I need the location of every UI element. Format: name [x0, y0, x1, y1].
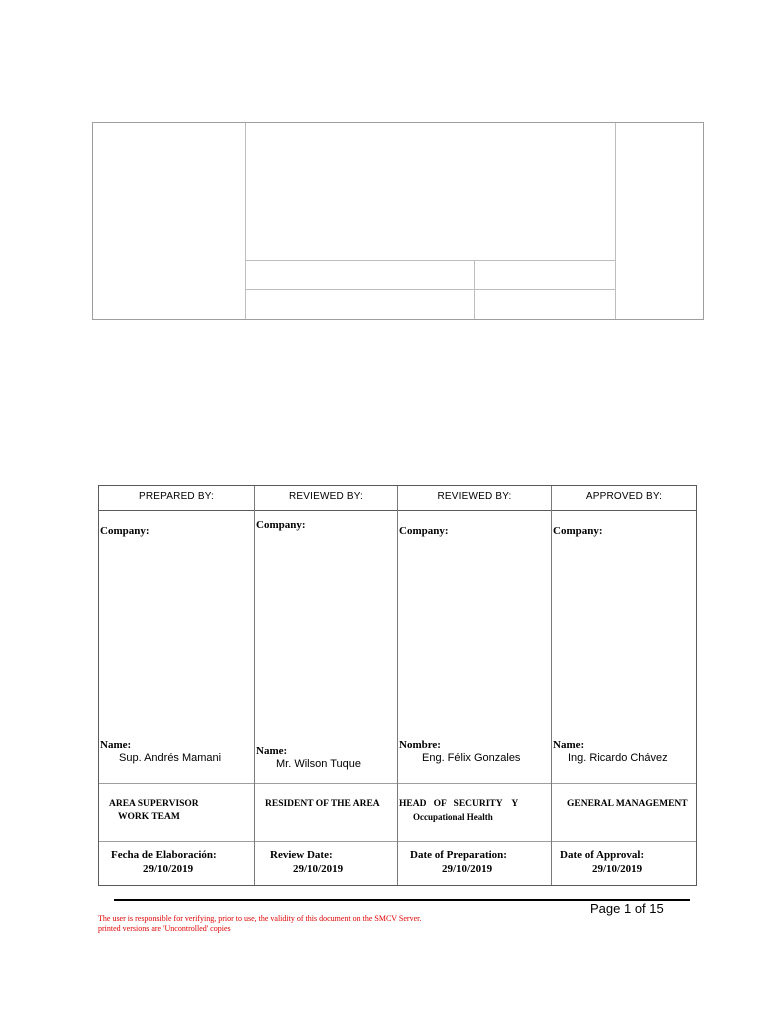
date-label: Review Date:	[270, 849, 333, 861]
reviewed-by-column	[254, 486, 397, 885]
header-info-cell	[246, 290, 475, 319]
reviewed-by-column	[397, 486, 551, 885]
document-header-table	[92, 122, 704, 320]
column-header: PREPARED BY:	[138, 491, 215, 502]
date-value: 29/10/2019	[442, 863, 493, 875]
column-header: REVIEWED BY:	[288, 491, 364, 502]
signer-name: Mr. Wilson Tuque	[276, 758, 361, 770]
role-line: AREA SUPERVISOR	[109, 799, 199, 809]
signer-role	[399, 798, 547, 824]
date-value: 29/10/2019	[143, 863, 194, 875]
header-code-cell	[615, 123, 703, 319]
date-label: Date of Approval:	[560, 849, 645, 861]
signer-name: Sup. Andrés Mamani	[119, 752, 222, 764]
date-value: 29/10/2019	[592, 863, 643, 875]
name-label: Name:	[553, 739, 585, 751]
signer-name: Ing. Ricardo Chávez	[568, 752, 668, 764]
signer-role	[265, 798, 380, 811]
date-value: 29/10/2019	[293, 863, 344, 875]
role-line: WORK TEAM	[118, 812, 180, 822]
signer-name: Eng. Félix Gonzales	[422, 752, 521, 764]
date-label: Date of Preparation:	[410, 849, 507, 861]
column-header: REVIEWED BY:	[437, 491, 512, 502]
date-label: Fecha de Elaboración:	[111, 849, 217, 861]
role-line: GENERAL MANAGEMENT	[567, 799, 688, 809]
role-line: Occupational Health	[413, 812, 493, 822]
company-label: Company:	[553, 525, 603, 537]
column-header: APPROVED BY:	[585, 491, 663, 502]
name-label: Name:	[256, 745, 288, 757]
header-logo-cell	[93, 123, 246, 319]
company-label: Company:	[399, 525, 449, 537]
signer-role	[567, 798, 688, 811]
signer-role	[109, 798, 199, 824]
company-label: Company:	[100, 525, 150, 537]
prepared-by-column	[99, 486, 254, 885]
approved-by-column	[551, 486, 696, 885]
header-title-cell	[246, 123, 615, 261]
uncontrolled-copy-disclaimer	[98, 914, 421, 934]
name-label: Nombre:	[399, 739, 441, 751]
company-label: Company:	[256, 519, 306, 531]
page-number: Page 1 of 15	[590, 901, 664, 916]
header-info-cell	[246, 261, 475, 290]
disclaimer-line: printed versions are 'Uncontrolled' copies	[98, 924, 231, 933]
disclaimer-line: The user is responsible for verifying, prior to use, the validity of this document on the SMCV Server.	[98, 914, 422, 923]
approval-signature-table	[98, 485, 697, 886]
role-line: HEAD OF SECURITY Y	[399, 799, 519, 809]
name-label: Name:	[100, 739, 132, 751]
header-info-cell	[475, 261, 615, 290]
role-line: RESIDENT OF THE AREA	[265, 799, 380, 809]
header-info-cell	[475, 290, 615, 319]
